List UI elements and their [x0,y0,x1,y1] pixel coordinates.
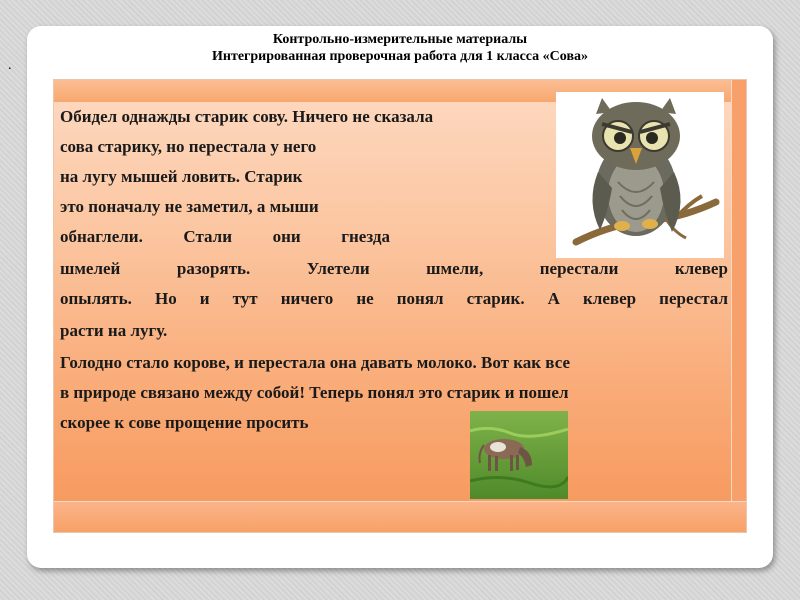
table-bottom-row [54,501,746,532]
word: Но [154,289,177,308]
word: перестал [659,289,728,308]
story-line: Голодно стало корове, и перестала она давать молоко. Вот как все [60,353,570,372]
story-line: сова старику, но перестала у него [60,137,317,156]
story-line: скорее к сове прощение просить [60,413,309,432]
word: Улетели [306,259,370,278]
cow-image [470,411,568,499]
word: Стали [183,227,233,246]
word: тут [232,289,258,308]
word: перестали [539,259,619,278]
story-line-justified [60,284,728,314]
table-right-column [731,80,746,532]
story-line: это поначалу не заметил, а мыши [60,197,319,216]
word: гнезда [341,227,390,246]
story-line: Обидел однажды старик сову. Ничего не сказала [60,107,434,126]
word: обнаглели. [60,227,143,246]
owl-icon [556,92,724,258]
cow-icon [470,411,568,499]
page-header [120,31,680,65]
word: и [199,289,210,308]
word: клевер [674,259,728,278]
header-line-2: Интегрированная проверочная работа для 1 класса «Сова» [211,49,589,64]
owl-image [556,92,724,258]
marker-dot: . [8,58,12,73]
word: разорять. [176,259,251,278]
word: шмелей [60,259,121,278]
header-line-1: Контрольно-измерительные материалы [272,32,528,47]
word: опылять. [60,289,132,308]
story-line-justified [60,222,390,252]
word: А [547,289,560,308]
story-line: расти на лугу. [60,321,168,340]
story-line: в природе связано между собой! Теперь понял это старик и пошел [60,383,569,402]
word: не [356,289,374,308]
word: они [272,227,301,246]
word: ничего [280,289,334,308]
story-line: на лугу мышей ловить. Старик [60,167,303,186]
word: клевер [583,289,637,308]
word: старик. [466,289,525,308]
word: понял [396,289,444,308]
story-line-justified [60,254,728,284]
word: шмели, [426,259,484,278]
